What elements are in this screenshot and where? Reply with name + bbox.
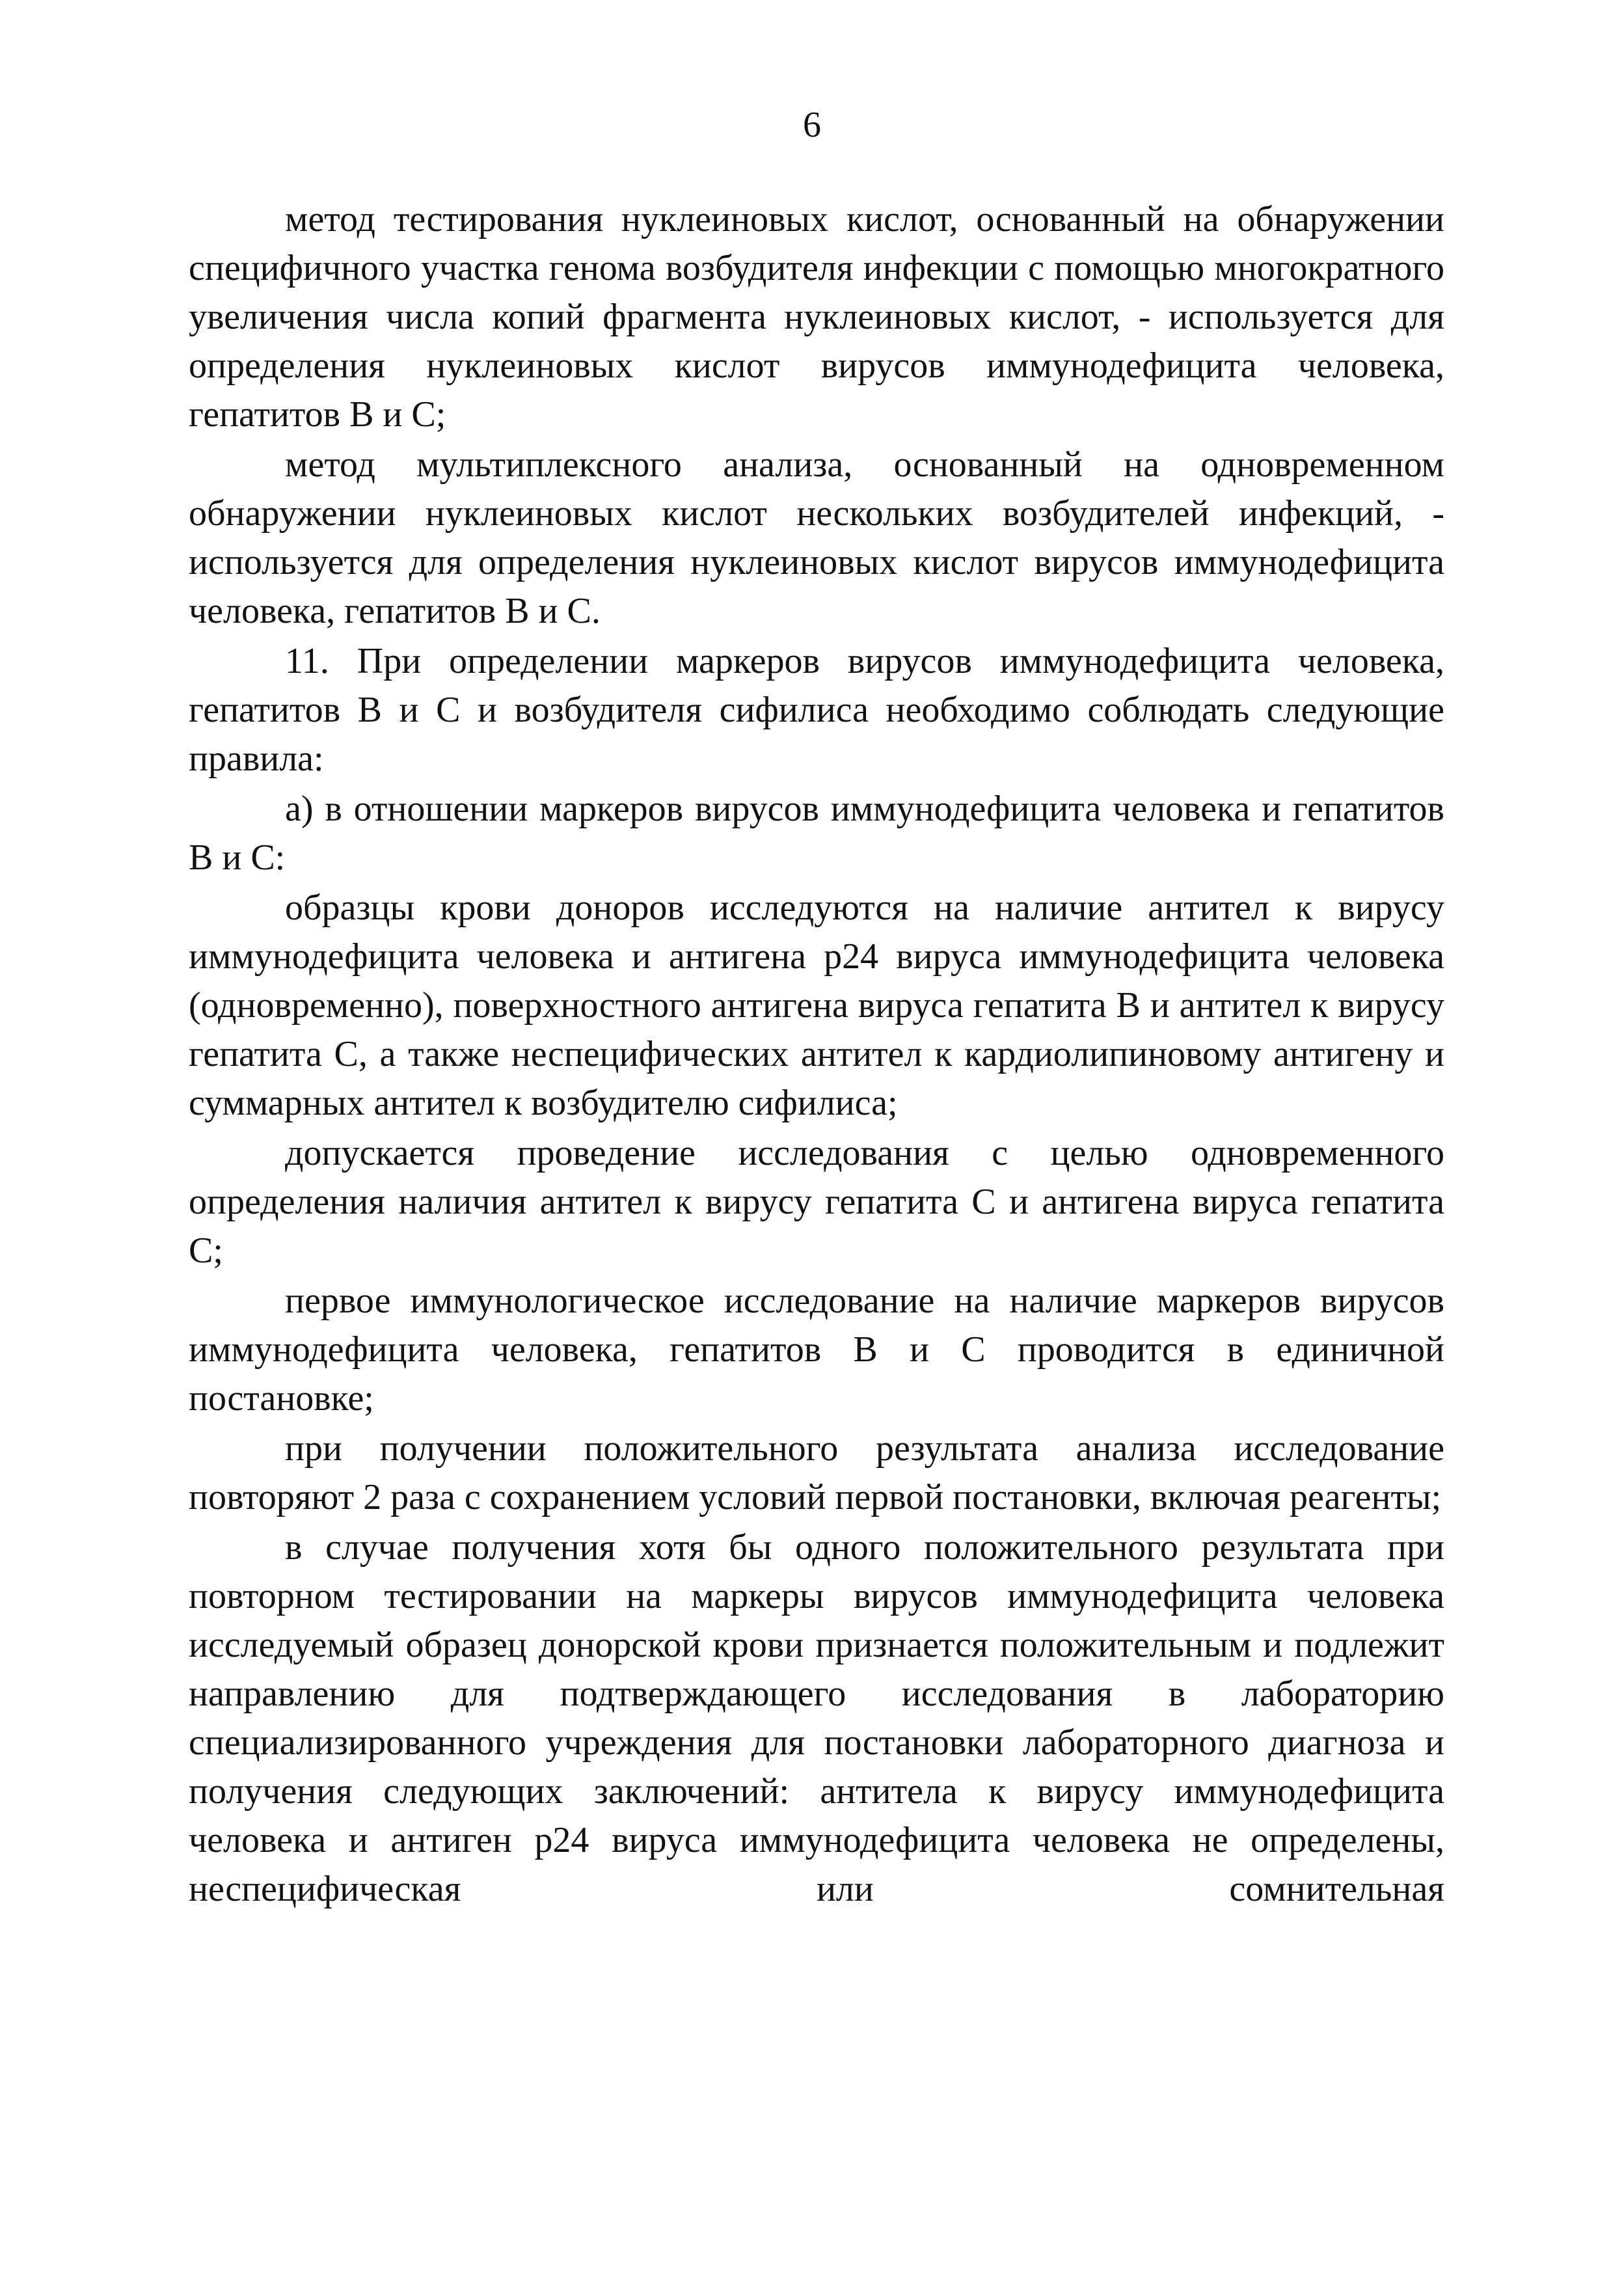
- paragraph-item-11: 11. При определении маркеров вирусов иммунодефицита человека, гепатитов В и С и возбудителя сифилиса необходимо соблюдать следующие правила:: [189, 641, 1444, 779]
- page-number: 6: [803, 105, 821, 145]
- paragraph-repeat-test: при получении положительного результата анализа исследование повторяют 2 раза с сохранением условий первой постановки, включая реагенты;: [189, 1428, 1444, 1517]
- paragraph-nucleic-acid-method: метод тестирования нуклеиновых кислот, основанный на обнаружении специфичного участка генома возбудителя инфекции с помощью многократного увеличения числа копий фрагмента нуклеиновых кислот, - используется для определения нуклеиновых кислот вирусов иммунодефицита человека, гепатитов В и С;: [189, 199, 1444, 435]
- paragraph-hepatitis-c-combined: допускается проведение исследования с целью одновременного определения наличия антител к вирусу гепатита С и антигена вируса гепатита С;: [189, 1133, 1444, 1271]
- paragraph-positive-result: в случае получения хотя бы одного положительного результата при повторном тестировании на маркеры вирусов иммунодефицита человека исследуемый образец донорской крови признается положительным и подлежит направлению для подтверждающего исследования в лабораторию специализированного учреждения для постановки лабораторного диагноза и получения следующих заключений: антитела к вирусу иммунодефицита человека и антиген p24 вируса иммунодефицита человека не определены, неспецифическая или сомнительная: [189, 1527, 1444, 1909]
- paragraph-donor-samples: образцы крови доноров исследуются на наличие антител к вирусу иммунодефицита человека и антигена p24 вируса иммунодефицита человека (одновременно), поверхностного антигена вируса гепатита В и антител к вирусу гепатита С, а также неспецифических антител к кардиолипиновому антигену и суммарных антител к возбудителю сифилиса;: [189, 888, 1444, 1123]
- paragraph-first-test: первое иммунологическое исследование на наличие маркеров вирусов иммунодефицита человека, гепатитов В и С проводится в единичной постановке;: [189, 1281, 1444, 1419]
- paragraph-multiplex-method: метод мультиплексного анализа, основанный на одновременном обнаружении нуклеиновых кислот нескольких возбудителей инфекций, - используется для определения нуклеиновых кислот вирусов иммунодефицита человека, гепатитов В и С.: [189, 444, 1444, 631]
- body-text: [189, 195, 1444, 1915]
- paragraph-subitem-a: а) в отношении маркеров вирусов иммунодефицита человека и гепатитов В и С:: [189, 789, 1444, 878]
